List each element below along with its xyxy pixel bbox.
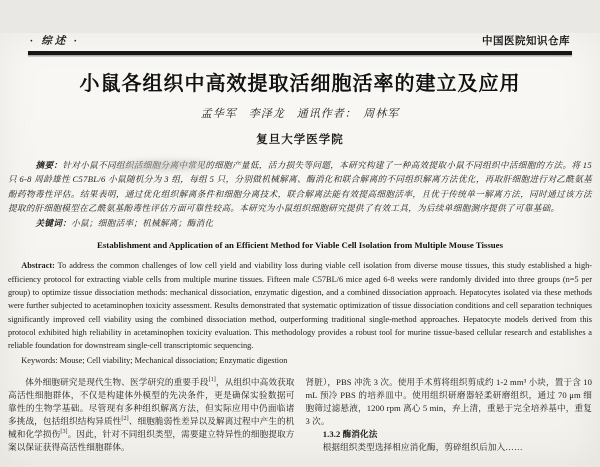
- authors-line: 孟华军 李泽龙 通讯作者： 周林军: [200, 107, 400, 120]
- section-label: · 综述 ·: [30, 36, 80, 47]
- english-title: Establishment and Application of an Efficient Method for Viable Cell Isolation from Multiple Mouse Tissues: [97, 240, 503, 251]
- body-column-right: [305, 376, 593, 452]
- body-right-paragraph: 肾脏），PBS 冲洗 3 次。使用手术剪将组织剪成约 1-2 mm³ 小块，置于含 10 mL 预冷 PBS 的培养皿中。使用组织研磨器轻柔研磨组织，通过 70 μm 细胞筛过滤悬液，1200 rpm 离心 5 min，弃上清，重悬于完全培养基中，重复 3 次。: [305, 376, 592, 426]
- header-rule: [28, 51, 572, 55]
- page-header: [30, 33, 570, 48]
- keywords-zh: 关键词：小鼠；细胞活率；机械解离；酶消化: [35, 217, 214, 228]
- abstract-en: Abstract: To address the common challenges of low cell yield and viability loss during viable cell isolation from diverse mouse tissues, this study established a high-efficiency protocol for extracting viable cells from multiple murine tissues. Fifteen male C57BL/6 mice aged 6-8 weeks were randomly divided into three groups (n=5 per group) to optimize tissue dissociation methods: mechanical dissociation, enzymatic digestion, and a combined dissociation approach. Hepatocytes isolated via these methods were further subjected to acetaminophen toxicity assessment. Results demonstrated that systematic optimization of tissue dissociation conditions and cell separation techniques significantly improved cell viability using the combined dissociation method, outperforming traditional single-method approaches. Hepatocyte models derived from this protocol exhibited high reliability in acetaminophen toxicity evaluation. This methodology provides a robust tool for murine tissue-based cellular research and establishes a reliable foundation for downstream single-cell transcriptomic sequencing.: [8, 261, 592, 351]
- body-column-left: [8, 376, 295, 452]
- repository-label: 中国医院知识仓库: [482, 36, 570, 47]
- page-title: 小鼠各组织中高效提取活细胞活率的建立及应用: [79, 72, 521, 95]
- abstract-zh: 摘要：针对小鼠不同组织活细胞分离中常见的细胞产量低，活力损失等问题，本研究构建了一种高效提取小鼠不同组织中活细胞的方法。将 15 只 6-8 周龄雄性 C57BL/6 小鼠随机分为 3 组，每组 5 只，分别做机械解离、酶消化和联合解离的不同组织解离方法优化，再取肝细胞进行对乙酰氨基酚药物毒性评估。结果表明，通过优化组织解离条件和细胞分离技术，联合解离法能有效提高细胞活率，且优于传统单一解离方法，同时通过该方法提取的肝细胞模型在乙酰氨基酚毒性评估方面可靠性较高。本研究为小鼠组织细胞研究提供了有效工具，为后续单细胞测序提供了可靠基础。: [8, 159, 592, 214]
- keywords-en: Keywords: Mouse; Cell viability; Mechanical dissociation; Enzymatic digestion: [21, 355, 288, 365]
- scanned-page: [0, 33, 600, 467]
- affiliation: 复旦大学医学院: [256, 133, 344, 146]
- section-heading-132: 1.3.2 酶消化法: [322, 428, 378, 439]
- body-right-clipped-line: 根据组织类型选择相应消化酶，剪碎组织后加入……: [322, 441, 523, 452]
- body-columns: [8, 376, 592, 452]
- body-left-paragraph: 体外细胞研究是现代生物、医学研究的重要手段[1]，从组织中高效获取高活性细胞群体，不仅是构建体外模型的先决条件，更是确保实验数据可靠性的生物学基础。尽管现有多种组织解离方法，但实际应用中仍面临诸多挑战，包括组织结构异质性[2]、细胞脆弱性差异以及解离过程中产生的机械和化学损伤[3]。因此，针对不同组织类型，需要建立特异性的细胞提取方案以保证获得高活性细胞群体。: [8, 376, 295, 452]
